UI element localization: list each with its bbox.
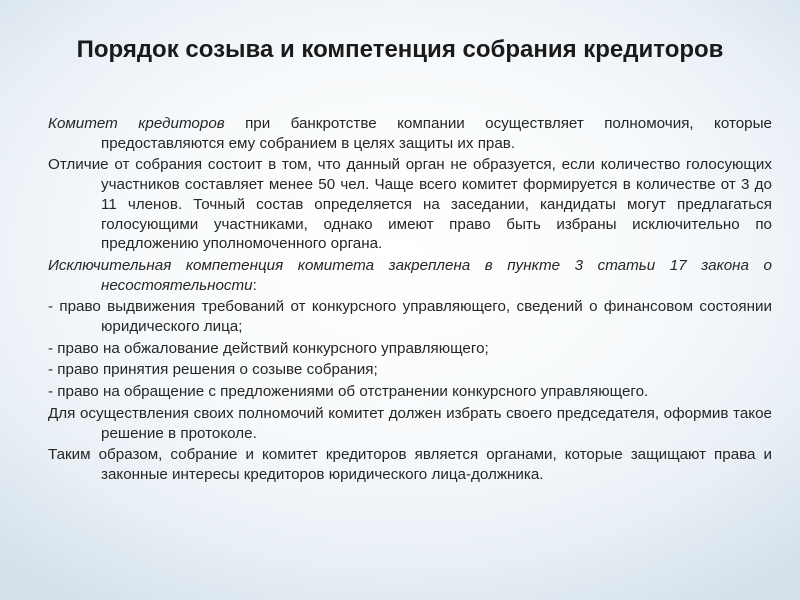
- paragraph-text: :: [252, 276, 257, 294]
- body-paragraph: [48, 297, 772, 336]
- paragraph-text: - право на обжалование действий конкурсного управляющего;: [48, 339, 489, 357]
- body-paragraph: [48, 404, 772, 443]
- slide-body: [48, 114, 772, 485]
- body-paragraph: [48, 382, 772, 402]
- body-paragraph: [48, 360, 772, 380]
- paragraph-text: Отличие от собрания состоит в том, что данный орган не образуется, если количество голосующих участников составляет менее 50 чел. Чаще всего комитет формируется в количестве от 3 до 11 членов. Точный состав определяется на заседании, кандидаты могут предлагаться голосующими участниками, однако имеют право быть избраны исключительно по предложению уполномоченного органа.: [48, 156, 772, 253]
- slide-title: Порядок созыва и компетенция собрания кредиторов: [76, 36, 724, 63]
- paragraph-text: - право на обращение с предложениями об отстранении конкурсного управляющего.: [48, 383, 649, 401]
- emphasis-text: Комитет кредиторов: [48, 115, 225, 132]
- body-paragraph: [48, 256, 772, 295]
- emphasis-text: Исключительная компетенция комитета закреплена в пункте 3 статьи 17 закона о несостоятельности: [48, 256, 772, 294]
- paragraph-text: Таким образом, собрание и комитет кредиторов является органами, которые защищают права и законные интересы кредиторов юридического лица-должника.: [48, 446, 772, 483]
- body-paragraph: [48, 339, 772, 359]
- body-paragraph: [48, 114, 772, 153]
- body-paragraph: [48, 445, 772, 484]
- paragraph-text: при банкротстве компании осуществляет полномочия, которые предоставляются ему собранием в целях защиты их прав.: [101, 115, 772, 152]
- paragraph-text: Для осуществления своих полномочий комитет должен избрать своего председателя, оформив такое решение в протоколе.: [48, 404, 772, 442]
- paragraph-text: - право принятия решения о созыве собрания;: [48, 361, 378, 379]
- paragraph-text: - право выдвижения требований от конкурсного управляющего, сведений о финансовом состоянии юридического лица;: [48, 298, 772, 336]
- body-paragraph: [48, 155, 772, 254]
